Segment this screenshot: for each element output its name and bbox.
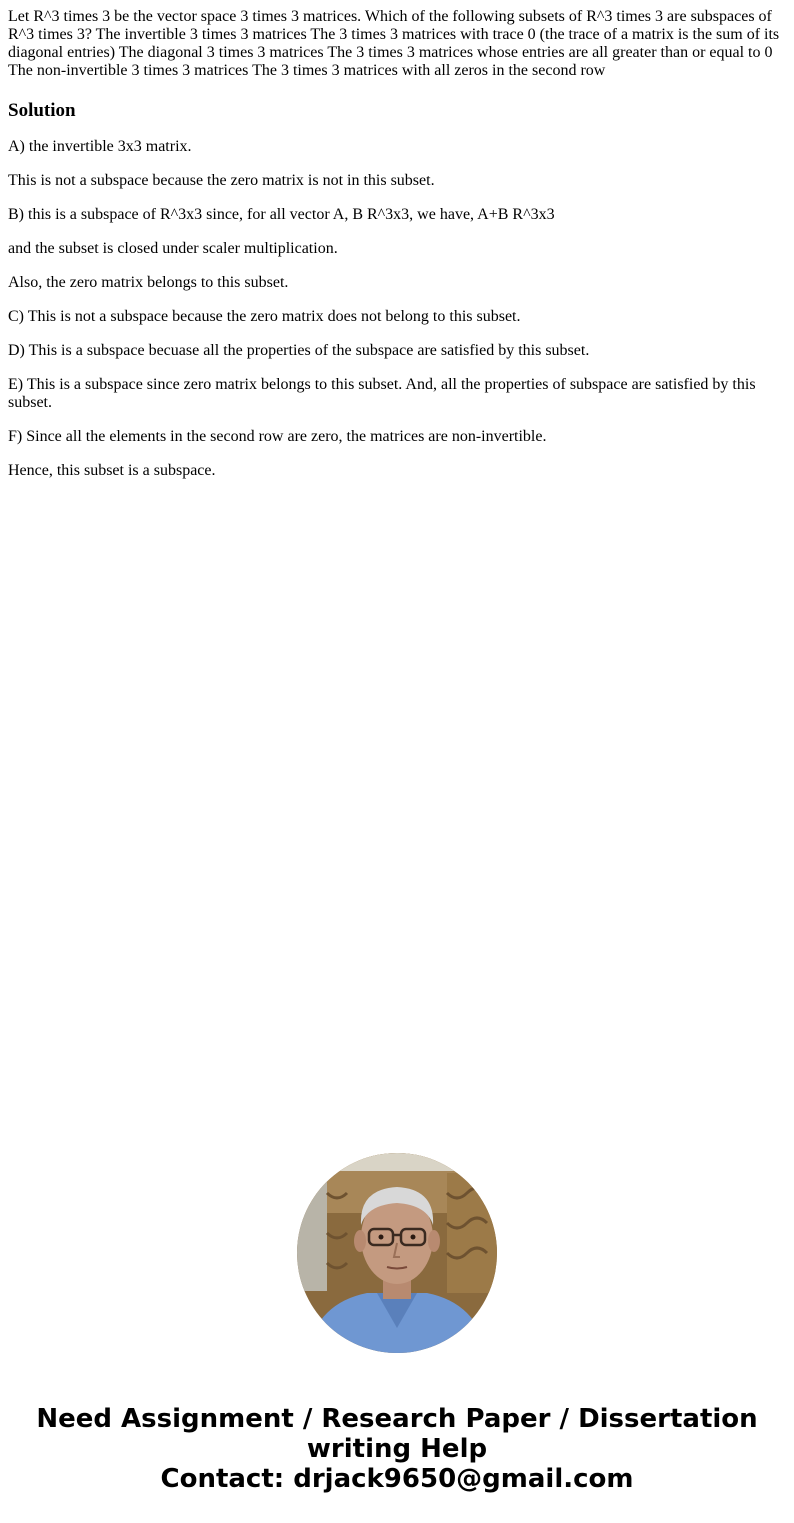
solution-paragraph-9: F) Since all the elements in the second row are zero, the matrices are non-invertible. xyxy=(8,428,547,445)
solution-paragraph-2: This is not a subspace because the zero matrix is not in this subset. xyxy=(8,172,435,189)
author-avatar xyxy=(297,1153,497,1353)
solution-paragraph-1: A) the invertible 3x3 matrix. xyxy=(8,138,192,155)
solution-paragraph-7: D) This is a subspace becuase all the properties of the subspace are satisfied by this subset. xyxy=(8,342,590,359)
solution-paragraph-8: E) This is a subspace since zero matrix belongs to this subset. And, all the properties of subspace are satisfied by this subset. xyxy=(8,376,756,411)
solution-paragraph-5: Also, the zero matrix belongs to this subset. xyxy=(8,274,289,291)
question-text: Let R^3 times 3 be the vector space 3 times 3 matrices. Which of the following subsets of R^3 times 3 are subspaces of R^3 times 3? The invertible 3 times 3 matrices The 3 times 3 matrices with trace 0 (the trace of a matrix is the sum of its diagonal entries) The diagonal 3 times 3 matrices The 3 times 3 matrices whose entries are all greater than or equal to 0 The non-invertible 3 times 3 matrices The 3 times 3 matrices with all zeros in the second row xyxy=(8,8,780,79)
contact-email: Contact: drjack9650@gmail.com xyxy=(160,1464,634,1494)
solution-paragraph-6: C) This is not a subspace because the zero matrix does not belong to this subset. xyxy=(8,308,521,325)
help-banner xyxy=(0,1404,794,1494)
solution-paragraph-3: B) this is a subspace of R^3x3 since, for all vector A, B R^3x3, we have, A+B R^3x3 xyxy=(8,206,555,223)
solution-paragraph-10: Hence, this subset is a subspace. xyxy=(8,462,216,479)
document-content xyxy=(8,8,784,496)
solution-paragraph-4: and the subset is closed under scaler multiplication. xyxy=(8,240,338,257)
solution-heading: Solution xyxy=(8,100,76,121)
help-banner-line-1: Need Assignment / Research Paper / Dissertation xyxy=(36,1404,758,1434)
help-banner-line-2: writing Help xyxy=(306,1434,488,1464)
